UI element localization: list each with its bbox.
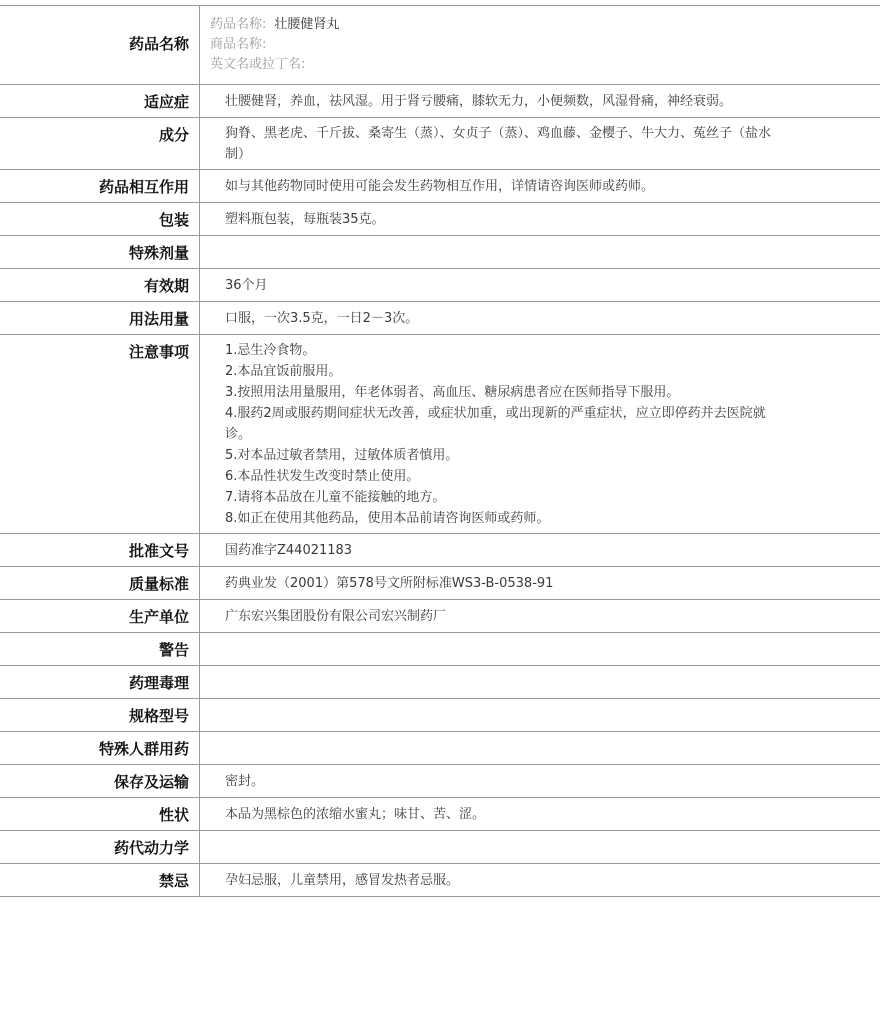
label-approval-number: 批准文号 — [0, 534, 200, 566]
trade-name-line — [210, 35, 870, 55]
label-expiry: 有效期 — [0, 269, 200, 301]
label-packaging: 包装 — [0, 203, 200, 235]
label-description: 性状 — [0, 798, 200, 830]
trade-name-key: 商品名称: — [210, 37, 267, 52]
value-packaging: 塑料瓶包装，每瓶装35克。 — [225, 212, 385, 227]
label-contraindications: 禁忌 — [0, 864, 200, 896]
value-contraindications: 孕妇忌服，儿童禁用，感冒发热者忌服。 — [225, 873, 460, 888]
value-interactions: 如与其他药物同时使用可能会发生药物相互作用，详情请咨询医师或药师。 — [225, 179, 655, 194]
row-approval-number — [0, 534, 880, 567]
label-special-populations: 特殊人群用药 — [0, 732, 200, 764]
label-special-dosage: 特殊剂量 — [0, 236, 200, 268]
value-ingredients: 狗脊、黑老虎、千斤拔、桑寄生（蒸）、女贞子（蒸）、鸡血藤、金樱子、牛大力、菟丝子（盐水制） — [225, 126, 772, 162]
row-quality-standard — [0, 567, 880, 600]
value-description: 本品为黑棕色的浓缩水蜜丸；味甘、苦、涩。 — [225, 807, 486, 822]
generic-name-key: 药品名称: — [210, 17, 267, 32]
drug-info-table — [0, 5, 880, 897]
precaution-item: 4.服药2周或服药期间症状无改善，或症状加重，或出现新的严重症状，应立即停药并去医院就诊。 — [225, 406, 766, 442]
row-warning — [0, 633, 880, 666]
value-approval-number: 国药准字Z44021183 — [225, 543, 353, 558]
row-dosage — [0, 302, 880, 335]
label-interactions: 药品相互作用 — [0, 170, 200, 202]
precaution-item: 7.请将本品放在儿童不能接触的地方。 — [225, 490, 446, 505]
value-specification — [200, 699, 880, 731]
row-storage — [0, 765, 880, 798]
value-warning — [200, 633, 880, 665]
precaution-item: 8.如正在使用其他药品，使用本品前请咨询医师或药师。 — [225, 511, 550, 526]
row-special-dosage — [0, 236, 880, 269]
precaution-item: 3.按照用法用量服用，年老体弱者、高血压、糖尿病患者应在医师指导下服用。 — [225, 385, 680, 400]
value-manufacturer: 广东宏兴集团股份有限公司宏兴制药厂 — [225, 609, 447, 624]
precaution-item: 6.本品性状发生改变时禁止使用。 — [225, 469, 420, 484]
label-indications: 适应症 — [0, 85, 200, 117]
row-ingredients — [0, 118, 880, 170]
value-precautions — [200, 335, 880, 533]
label-quality-standard: 质量标准 — [0, 567, 200, 599]
precaution-item: 1.忌生冷食物。 — [225, 343, 316, 358]
row-special-populations — [0, 732, 880, 765]
row-drug-name — [0, 6, 880, 85]
row-manufacturer — [0, 600, 880, 633]
label-storage: 保存及运输 — [0, 765, 200, 797]
precaution-item: 5.对本品过敏者禁用，过敏体质者慎用。 — [225, 448, 459, 463]
row-interactions — [0, 170, 880, 203]
value-quality-standard: 药典业发（2001）第578号文所附标准WS3-B-0538-91 — [225, 576, 554, 591]
row-pharmacokinetics — [0, 831, 880, 864]
value-storage: 密封。 — [225, 774, 265, 789]
label-ingredients: 成分 — [0, 118, 200, 169]
value-expiry: 36个月 — [225, 278, 268, 293]
precaution-item: 2.本品宜饭前服用。 — [225, 364, 342, 379]
label-pharmacology: 药理毒理 — [0, 666, 200, 698]
row-expiry — [0, 269, 880, 302]
row-description — [0, 798, 880, 831]
value-pharmacology — [200, 666, 880, 698]
english-name-line — [210, 55, 870, 75]
label-specification: 规格型号 — [0, 699, 200, 731]
label-warning: 警告 — [0, 633, 200, 665]
label-dosage: 用法用量 — [0, 302, 200, 334]
row-specification — [0, 699, 880, 732]
value-drug-name — [200, 6, 880, 84]
label-drug-name: 药品名称 — [0, 6, 200, 84]
value-dosage: 口服，一次3.5克，一日2－3次。 — [225, 311, 419, 326]
value-special-dosage — [200, 236, 880, 268]
value-indications: 壮腰健肾，养血，祛风湿。用于肾亏腰痛，膝软无力，小便频数，风湿骨痛，神经衰弱。 — [225, 94, 733, 109]
row-precautions — [0, 335, 880, 534]
generic-name-value: 壮腰健肾丸 — [274, 17, 340, 32]
row-contraindications — [0, 864, 880, 897]
row-pharmacology — [0, 666, 880, 699]
value-special-populations — [200, 732, 880, 764]
value-pharmacokinetics — [200, 831, 880, 863]
label-precautions: 注意事项 — [0, 335, 200, 533]
generic-name-line — [210, 15, 870, 35]
english-name-key: 英文名或拉丁名: — [210, 57, 306, 72]
row-packaging — [0, 203, 880, 236]
row-indications — [0, 85, 880, 118]
label-pharmacokinetics: 药代动力学 — [0, 831, 200, 863]
label-manufacturer: 生产单位 — [0, 600, 200, 632]
